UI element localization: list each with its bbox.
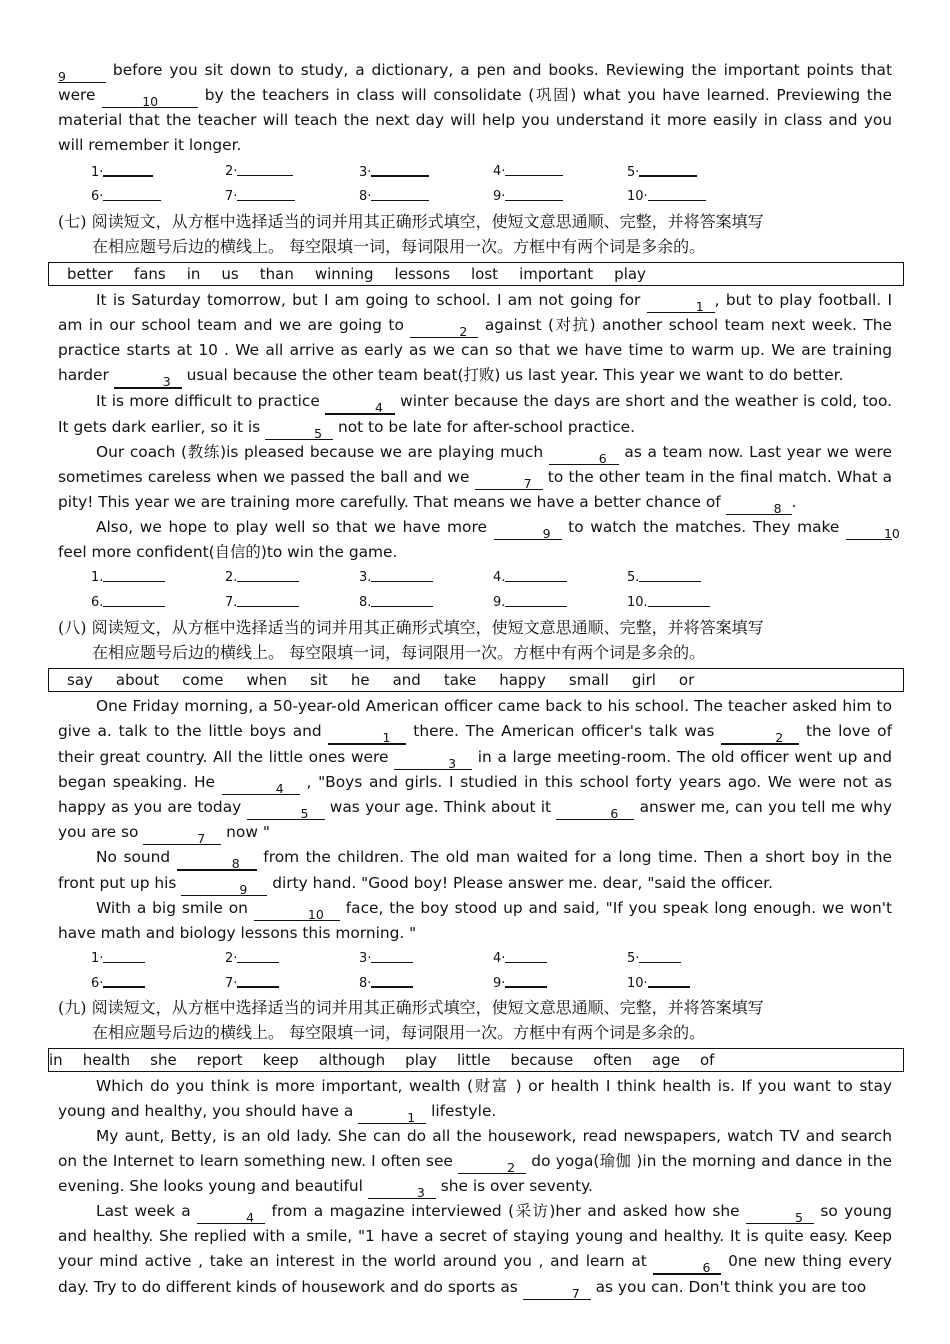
answer-slot[interactable]: 8·: [359, 188, 493, 204]
answer-line[interactable]: [237, 188, 295, 201]
word-option: because: [510, 1051, 574, 1070]
word-option: take: [443, 670, 477, 689]
answer-slot[interactable]: 7·: [225, 188, 359, 204]
answer-slot[interactable]: 1·: [91, 950, 225, 966]
answer-line[interactable]: [648, 974, 690, 988]
blank-1[interactable]: 1: [647, 296, 715, 313]
blank-3[interactable]: 3: [368, 1182, 436, 1199]
blank-5[interactable]: 5: [746, 1207, 814, 1224]
answer-slot[interactable]: 9.: [493, 594, 627, 610]
word-option: he: [350, 670, 370, 689]
answer-slot[interactable]: 7.: [225, 594, 359, 610]
answer-slot[interactable]: 10·: [627, 974, 761, 991]
blank-10[interactable]: 10: [254, 904, 340, 921]
word-option: winning: [314, 264, 374, 283]
answer-slot[interactable]: 6.: [91, 594, 225, 610]
answer-line[interactable]: [648, 188, 706, 201]
word-option: sit: [309, 670, 328, 689]
word-option: than: [259, 264, 294, 283]
word-option: lessons: [394, 264, 451, 283]
word-option: play: [405, 1051, 437, 1070]
answer-line[interactable]: [103, 594, 165, 607]
blank-3[interactable]: 3: [114, 371, 182, 389]
word-option: keep: [262, 1051, 299, 1070]
answer-line[interactable]: [237, 974, 279, 988]
answer-slot[interactable]: 1.: [91, 569, 225, 585]
answer-slot[interactable]: 3·: [359, 163, 493, 180]
word-option: age: [652, 1051, 680, 1070]
answer-slot[interactable]: 4.: [493, 569, 627, 585]
section-7-word-box: [48, 262, 904, 286]
answer-slot[interactable]: 6·: [91, 188, 225, 204]
word-option: health: [82, 1051, 131, 1070]
answer-line[interactable]: [639, 569, 701, 582]
blank-6[interactable]: 6: [653, 1257, 721, 1275]
word-option: of: [699, 1051, 715, 1070]
answer-line[interactable]: [505, 188, 563, 201]
blank-7[interactable]: 7: [523, 1283, 591, 1300]
answer-line[interactable]: [371, 163, 429, 177]
word-option: important: [519, 264, 594, 283]
answer-slot[interactable]: 10.: [627, 594, 761, 610]
word-option: she: [150, 1051, 177, 1070]
section-8-paragraph-2: No sound 8 from the children. The old man waited for a long time. Then a short boy in the front put up his 9 dirty hand. "Good boy! Please answer me. dear, "said the officer.: [58, 847, 892, 897]
answer-line[interactable]: [505, 569, 567, 582]
word-option: small: [568, 670, 609, 689]
answer-slot[interactable]: 1·: [91, 163, 225, 180]
blank-8[interactable]: 8: [177, 853, 257, 871]
blank-6[interactable]: 6: [556, 803, 634, 820]
answer-slot[interactable]: 8.: [359, 594, 493, 610]
answer-row: [58, 159, 892, 184]
section-8-heading: (八) 阅读短文，从方框中选择适当的词并用其正确形式填空，使短文意思通顺、完整，并将答案填写 在相应题号后边的横线上。 每空限填一词，每词限用一次。方框中有两个词是多余的。: [58, 617, 764, 662]
word-option: fans: [133, 264, 166, 283]
answer-slot[interactable]: 2.: [225, 569, 359, 585]
answer-slot[interactable]: 5.: [627, 569, 761, 585]
blank-10[interactable]: 10: [846, 523, 892, 540]
answer-row: [58, 184, 892, 209]
section-9-word-box: [48, 1048, 904, 1072]
answer-line[interactable]: [371, 188, 429, 201]
answer-slot[interactable]: 4·: [493, 163, 627, 179]
blank-4[interactable]: 4: [197, 1207, 265, 1224]
blank-4[interactable]: 4: [325, 397, 395, 415]
blank-7[interactable]: 7: [475, 473, 543, 490]
answer-slot[interactable]: 6·: [91, 974, 225, 991]
section-9-paragraph-3: Last week a 4 from a magazine interviewed (采访)her and asked how she 5 so young and healthy. She replied with a smile, "1 have a secret of staying young and healthy. It is quite easy. Keep your mind active , take an interest in the world around you , and learn at 6 0ne new thing every day. Try to do different kinds of housework and do sports as 7 as you can. Don't think you are too: [58, 1202, 892, 1302]
blank-10[interactable]: 10: [102, 91, 198, 108]
section-7-paragraph-4: Also, we hope to play well so that we have more 9 to watch the matches. They make 10 feel more confident(自信的)to win the game.: [58, 517, 900, 561]
answer-line[interactable]: [505, 594, 567, 607]
answer-slot[interactable]: 9·: [493, 974, 627, 991]
word-option: about: [115, 670, 160, 689]
blank-8[interactable]: 8: [726, 498, 792, 515]
section-8-paragraph-1: One Friday morning, a 50-year-old American officer came back to his school. The teacher asked him to give a. talk to the little boys and 1 there. The American officer's talk was 2 the love of their great country. All the little ones were 3 in a large meeting-room. The old officer went up and began speaking. He 4 , "Boys and girls. I studied in this school forty years ago. We were not as happy as you are today 5 was your age. Think about it 6 answer me, can you tell me why you are so 7 now ": [58, 696, 892, 846]
answer-line[interactable]: [237, 163, 293, 176]
word-option: in: [186, 264, 201, 283]
answer-line[interactable]: [103, 163, 153, 177]
answer-line[interactable]: [505, 950, 547, 963]
intro-paragraph: 9 before you sit down to study, a dictionary, a pen and books. Reviewing the important points that were 10 by the teachers in class will consolidate (巩固) what you have learned. Previewing the material that the teacher will teach the next day will help you understand it more easily in class and you will remember it longer.: [58, 61, 892, 154]
blank-7[interactable]: 7: [143, 828, 221, 845]
section-9-paragraph-1: Which do you think is more important, wealth (财富 ) or health I think health is. If you want to stay young and healthy, you should have a 1 lifestyle.: [58, 1077, 892, 1126]
answer-row: [58, 590, 892, 615]
answer-line[interactable]: [371, 974, 413, 988]
answer-slot[interactable]: 3.: [359, 569, 493, 585]
blank-2[interactable]: 2: [458, 1157, 526, 1174]
answer-slot[interactable]: 5·: [627, 163, 761, 180]
section-7-paragraph-1: It is Saturday tomorrow, but I am going to school. I am not going for 1 , but to play football. I am in our school team and we are going to 2 against (对抗) another school team next week. The practice starts at 10 . We all arrive as early as we can so that we have time to warm up. We are training harder 3 usual because the other team beat(打败) us last year. This year we want to do better.: [58, 290, 893, 389]
word-option: come: [182, 670, 224, 689]
blank-1[interactable]: 1: [328, 727, 406, 745]
blank-5[interactable]: 5: [247, 803, 325, 820]
word-option: happy: [499, 670, 546, 689]
answer-slot[interactable]: 4·: [493, 950, 627, 966]
answer-row: [58, 970, 892, 995]
section-7-heading: (七) 阅读短文，从方框中选择适当的词并用其正确形式填空，使短文意思通顺、完整，并将答案填写 在相应题号后边的横线上。 每空限填一词，每词限用一次。方框中有两个词是多余的。: [58, 211, 764, 256]
answer-line[interactable]: [648, 594, 710, 607]
answer-slot[interactable]: 3·: [359, 950, 493, 966]
answer-line[interactable]: [237, 594, 299, 607]
answer-slot[interactable]: 8·: [359, 974, 493, 991]
section-7-paragraph-3: Our coach (教练)is pleased because we are playing much 6 as a team now. Last year we were sometimes careless when we passed the ball and we 7 to the other team in the final match. What a pity! This year we are training more carefully. That means we have a better chance of 8 .: [58, 442, 893, 516]
answer-line[interactable]: [639, 950, 681, 963]
blank-2[interactable]: 2: [721, 727, 799, 745]
answer-line[interactable]: [103, 950, 145, 963]
answer-line[interactable]: [639, 163, 697, 177]
word-option: report: [196, 1051, 243, 1070]
word-option: and: [392, 670, 421, 689]
blank-2[interactable]: 2: [410, 321, 478, 338]
blank-3[interactable]: 3: [394, 753, 472, 770]
answer-slot[interactable]: 2·: [225, 163, 359, 179]
section-7-paragraph-2: It is more difficult to practice 4 winter because the days are short and the weather is cold, too. It gets dark earlier, so it is 5 not to be late for after-school practice.: [58, 391, 892, 441]
word-option: girl: [631, 670, 656, 689]
answer-line[interactable]: [103, 974, 145, 988]
word-option: little: [456, 1051, 491, 1070]
answer-line[interactable]: [505, 974, 547, 988]
answer-row: [58, 945, 892, 970]
blank-9[interactable]: 9: [494, 523, 562, 540]
answer-line[interactable]: [505, 163, 563, 176]
blank-6[interactable]: 6: [549, 448, 619, 465]
answer-line[interactable]: [237, 950, 279, 963]
word-option: lost: [471, 264, 499, 283]
blank-1[interactable]: 1: [358, 1107, 426, 1124]
word-option: often: [593, 1051, 632, 1070]
answer-row: [58, 565, 892, 590]
worksheet-page: [49, 58, 900, 1302]
word-option: although: [318, 1051, 386, 1070]
section-8-word-box: [48, 668, 904, 692]
blank-9[interactable]: 9: [58, 66, 106, 83]
answer-line[interactable]: [371, 950, 413, 963]
answer-line[interactable]: [371, 594, 433, 607]
word-option: when: [246, 670, 287, 689]
answer-line[interactable]: [371, 569, 433, 582]
answer-line[interactable]: [103, 188, 161, 201]
word-option: us: [221, 264, 239, 283]
answer-line[interactable]: [237, 569, 299, 582]
blank-4[interactable]: 4: [222, 778, 300, 795]
answer-slot[interactable]: 10·: [627, 188, 761, 204]
section-9-paragraph-2: My aunt, Betty, is an old lady. She can do all the housework, read newspapers, watch TV and search on the Internet to learn something new. I often see 2 do yoga(瑜伽 )in the morning and dance in the evening. She looks young and beautiful 3 she is over seventy.: [58, 1127, 893, 1201]
section-8-paragraph-3: With a big smile on 10 face, the boy stood up and said, "If you speak long enough. we won't have math and biology lessons this morning. ": [58, 898, 892, 942]
answer-line[interactable]: [103, 569, 165, 582]
word-option: play: [614, 264, 646, 283]
answer-slot[interactable]: 7·: [225, 974, 359, 991]
word-option: in: [49, 1051, 63, 1070]
word-option: or: [678, 670, 695, 689]
word-option: say: [67, 670, 93, 689]
section-9-heading: (九) 阅读短文，从方框中选择适当的词并用其正确形式填空，使短文意思通顺、完整，并将答案填写 在相应题号后边的横线上。 每空限填一词，每词限用一次。方框中有两个词是多余的。: [58, 998, 764, 1043]
blank-5[interactable]: 5: [265, 423, 333, 440]
answer-slot[interactable]: 9·: [493, 188, 627, 204]
answer-slot[interactable]: 5·: [627, 950, 761, 966]
word-option: better: [67, 264, 113, 283]
answer-slot[interactable]: 2·: [225, 950, 359, 966]
blank-9[interactable]: 9: [181, 879, 267, 896]
